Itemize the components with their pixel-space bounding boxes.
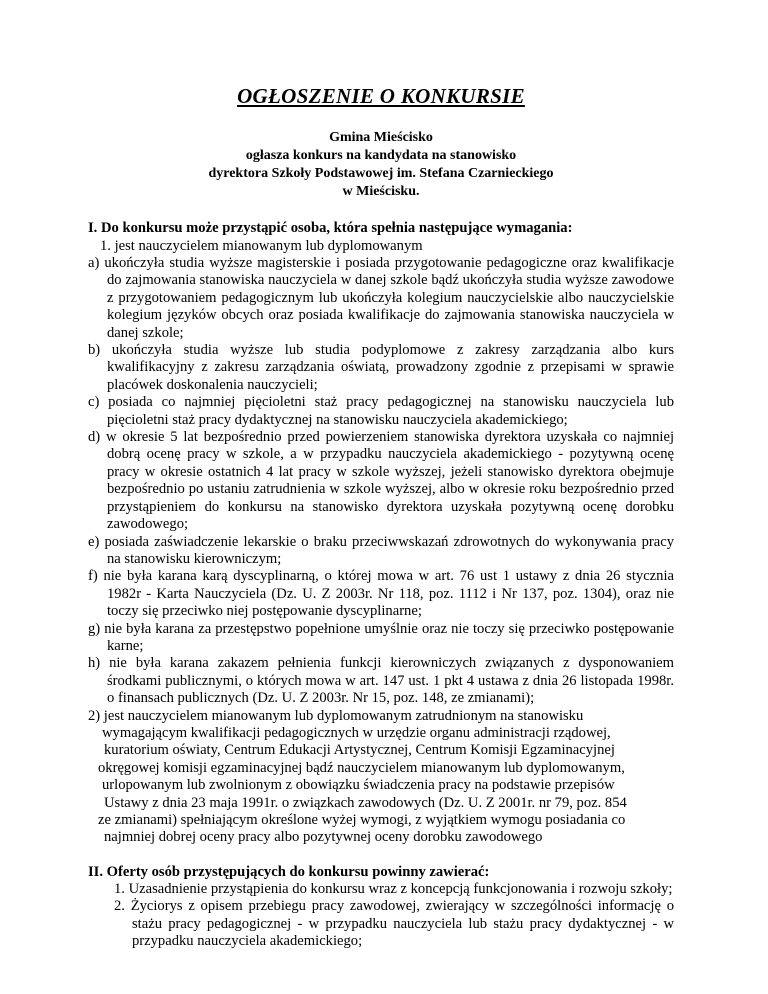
list-item: a) ukończyła studia wyższe magisterskie i posiada przygotowanie pedagogiczne oraz kwalifikacje do zajmowania stanowiska nauczyciela w danej szkole bądź ukończyła studia wyższe zawodowe z przygotowaniem pedagogicznym lub ukończyła kolegium nauczycielskie albo nauczycielskie kolegium języków obcych oraz posiada kwalifikacje do zajmowania stanowiska nauczyciela w danej szkole; — [88, 255, 674, 341]
list-item: 2. Życiorys z opisem przebiegu pracy zawodowej, zwierający w szczególności informację o stażu pracy pedagogicznej - w przypadku nauczyciela lub stażu pracy dydaktycznej - w przypadku nauczyciela akademickiego; — [114, 898, 674, 950]
section-1-point-1: 1. jest nauczycielem mianowanym lub dyplomowanym — [100, 238, 423, 254]
point-2-line: okręgowej komisji egzaminacyjnej bądź nauczycielem mianowanym lub dyplomowanym, — [98, 759, 625, 776]
header-line: w Mieścisku. — [342, 184, 420, 199]
point-2-line: wymagającym kwalifikacji pedagogicznych w urzędzie organu administracji rządowej, — [102, 724, 611, 741]
section-1-heading: I. Do konkursu może przystąpić osoba, która spełnia następujące wymagania: — [88, 220, 573, 236]
point-2-line: 2) jest nauczycielem mianowanym lub dyplomowanym zatrudnionym na stanowisku — [88, 707, 584, 724]
point-2-line: urlopowanym lub zwolnionym z obowiązku świadczenia pracy na podstawie przepisów — [102, 777, 615, 794]
list-item: f) nie była karana karą dyscyplinarną, o której mowa w art. 76 ust 1 ustawy z dnia 26 stycznia 1982r - Karta Nauczyciela (Dz. U. Z 2003r. Nr 118, poz. 1112 i Nr 137, poz. 1304), oraz nie toczy się przeciwko niej postępowanie dyscyplinarne; — [88, 568, 674, 620]
list-item: b) ukończyła studia wyższe lub studia podyplomowe z zakresy zarządzania albo kurs kwalifikacyjny z zakresu zarządzania oświatą, prowadzony zgodnie z przepisami w sprawie placówek doskonalenia nauczycieli; — [88, 342, 674, 393]
section-1-point-2 — [88, 708, 674, 847]
list-item: e) posiada zaświadczenie lekarskie o braku przeciwwskazań zdrowotnych do wykonywania pracy na stanowisku kierowniczym; — [88, 533, 674, 567]
list-item: c) posiada co najmniej pięcioletni staż pracy pedagogicznej na stanowisku nauczyciela lub pięcioletni staż pracy dydaktycznej na stanowisku nauczyciela akademickiego; — [88, 394, 674, 428]
header-line: Gmina Mieścisko — [329, 130, 433, 145]
announcement-header — [88, 129, 674, 201]
requirements-list — [88, 255, 674, 708]
list-item: d) w okresie 5 lat bezpośrednio przed powierzeniem stanowiska dyrektora uzyskała co najmniej dobrą ocenę pracy w szkole, a w przypadku nauczyciela akademickiego - pozytywną ocenę pracy w okresie ostatnich 4 lat pracy w szkole wyższej, jeżeli stanowisko dyrektora obejmuje bezpośrednio po ustaniu zatrudnienia w szkole wyższej, albo w okresie roku bezpośrednio przed przystąpieniem do konkursu na stanowisko dyrektora uzyskała pozytywną ocenę dorobku zawodowego; — [88, 429, 674, 533]
page-title: OGŁOSZENIE O KONKURSIE — [237, 84, 525, 108]
point-2-line: kuratorium oświaty, Centrum Edukacji Artystycznej, Centrum Komisji Egzaminacyjnej — [104, 742, 615, 759]
header-line: dyrektora Szkoły Podstawowej im. Stefana Czarnieckiego — [208, 166, 554, 181]
point-2-line: ze zmianami) spełniającym określone wyżej wymogi, z wyjątkiem wymogu posiadania co — [98, 812, 626, 828]
header-line: ogłasza konkurs na kandydata na stanowisko — [245, 148, 517, 163]
section-2-heading: II. Oferty osób przystępujących do konkursu powinny zawierać: — [88, 863, 490, 880]
list-item: 1. Uzasadnienie przystąpienia do konkursu wraz z koncepcją funkcjonowania i rozwoju szkoły; — [114, 880, 673, 897]
list-item: h) nie była karana zakazem pełnienia funkcji kierowniczych związanych z dysponowaniem środkami publicznymi, o których mowa w art. 147 ust. 1 pkt 4 ustawa z dnia 26 listopada 1998r. o finansach publicznych (Dz. U. Z 2003r. Nr 15, poz. 148, ze zmianami); — [88, 655, 674, 707]
offers-list — [88, 881, 674, 951]
list-item: g) nie była karana za przestępstwo popełnione umyślnie oraz nie toczy się przeciwko postępowanie karne; — [88, 620, 674, 654]
point-2-line: najmniej dobrej oceny pracy albo pozytywnej oceny dorobku zawodowego — [104, 829, 543, 846]
point-2-line: Ustawy z dnia 23 maja 1991r. o związkach zawodowych (Dz. U. Z 2001r. nr 79, poz. 854 — [104, 794, 627, 811]
